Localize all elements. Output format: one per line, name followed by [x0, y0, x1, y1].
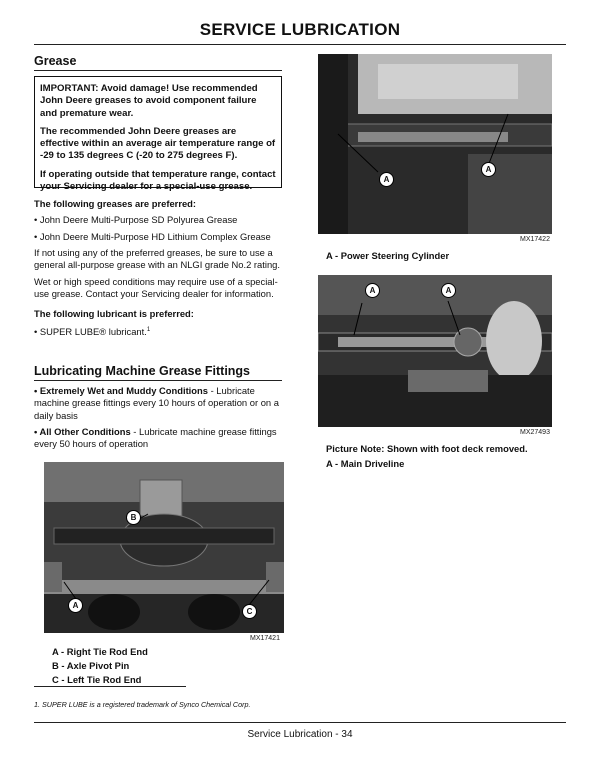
other-conditions-label: • All Other Conditions — [34, 426, 131, 437]
callout-marker: A — [68, 598, 83, 613]
preferred-grease-item: • John Deere Multi-Purpose HD Lithium Complex Grease — [34, 231, 271, 242]
preferred-greases-heading: The following greases are preferred: — [34, 198, 197, 209]
footnote-marker: 1 — [146, 327, 151, 333]
footer-rule — [34, 722, 566, 723]
lubricant-item-text: • SUPER LUBE® lubricant. — [34, 326, 147, 338]
page-footer: Service Lubrication - 34 — [247, 729, 353, 740]
wet-conditions-label: • Extremely Wet and Muddy Conditions — [34, 385, 208, 396]
driveline-photo-illustration — [318, 275, 552, 427]
steering-photo — [318, 54, 552, 234]
figure-code: MX27493 — [520, 429, 550, 436]
grease-heading-rule — [34, 70, 282, 71]
other-conditions-text — [34, 426, 290, 451]
callout-marker: A — [441, 283, 456, 298]
footnote: 1. SUPER LUBE is a registered trademark of Synco Chemical Corp. — [34, 700, 251, 709]
axle-photo — [44, 462, 284, 633]
legend-item: A - Main Driveline — [326, 458, 405, 469]
preferred-lubricant-heading: The following lubricant is preferred: — [34, 308, 194, 319]
grease-heading: Grease — [34, 54, 77, 68]
callout-marker: A — [379, 172, 394, 187]
callout-marker: A — [481, 162, 496, 177]
title-rule — [34, 44, 566, 45]
fittings-heading-rule — [34, 380, 282, 381]
temperature-paragraph: The recommended John Deere greases are effective within an average air temperature range of -29 to 135 degrees C (-20 to 275 degrees F). — [40, 125, 276, 162]
general-grease-paragraph: If not using any of the preferred greases, be sure to use a general all-purpose grease with an NLGI grade No.2 rating. — [34, 247, 280, 271]
figure-code: MX17422 — [520, 236, 550, 243]
important-paragraph: IMPORTANT: Avoid damage! Use recommended John Deere greases to avoid component failure and premature wear. — [40, 83, 258, 119]
special-grease-paragraph: Wet or high speed conditions may require use of a special-use grease. Contact your Servicing dealer for information. — [34, 276, 278, 300]
picture-note: Picture Note: Shown with foot deck removed. — [326, 443, 528, 454]
other-conditions-body: - Lubricate machine grease fittings every 50 hours of operation — [34, 426, 277, 450]
legend-item: A - Power Steering Cylinder — [326, 250, 450, 261]
wet-conditions-text — [34, 385, 290, 422]
callout-marker: C — [242, 604, 257, 619]
figure-code: MX17421 — [250, 635, 280, 642]
dealer-paragraph: If operating outside that temperature range, contact your Servicing dealer for a special-use grease. — [40, 168, 276, 193]
callout-marker: A — [365, 283, 380, 298]
preferred-grease-item: • John Deere Multi-Purpose SD Polyurea Grease — [34, 214, 238, 225]
callout-marker: B — [126, 510, 141, 525]
wet-conditions-body: - Lubricate machine grease fittings every 10 hours of operation or on a daily basis — [34, 385, 279, 421]
lubricant-item — [34, 324, 150, 338]
page-title: SERVICE LUBRICATION — [199, 20, 401, 39]
legend-item: A - Right Tie Rod End — [52, 646, 148, 657]
legend-item: C - Left Tie Rod End — [52, 674, 142, 685]
legend-item: B - Axle Pivot Pin — [52, 660, 130, 671]
footnote-rule — [34, 686, 186, 687]
important-notice-box — [34, 76, 282, 193]
fittings-heading: Lubricating Machine Grease Fittings — [34, 364, 251, 378]
driveline-photo — [318, 275, 552, 427]
steering-photo-illustration — [318, 54, 552, 234]
